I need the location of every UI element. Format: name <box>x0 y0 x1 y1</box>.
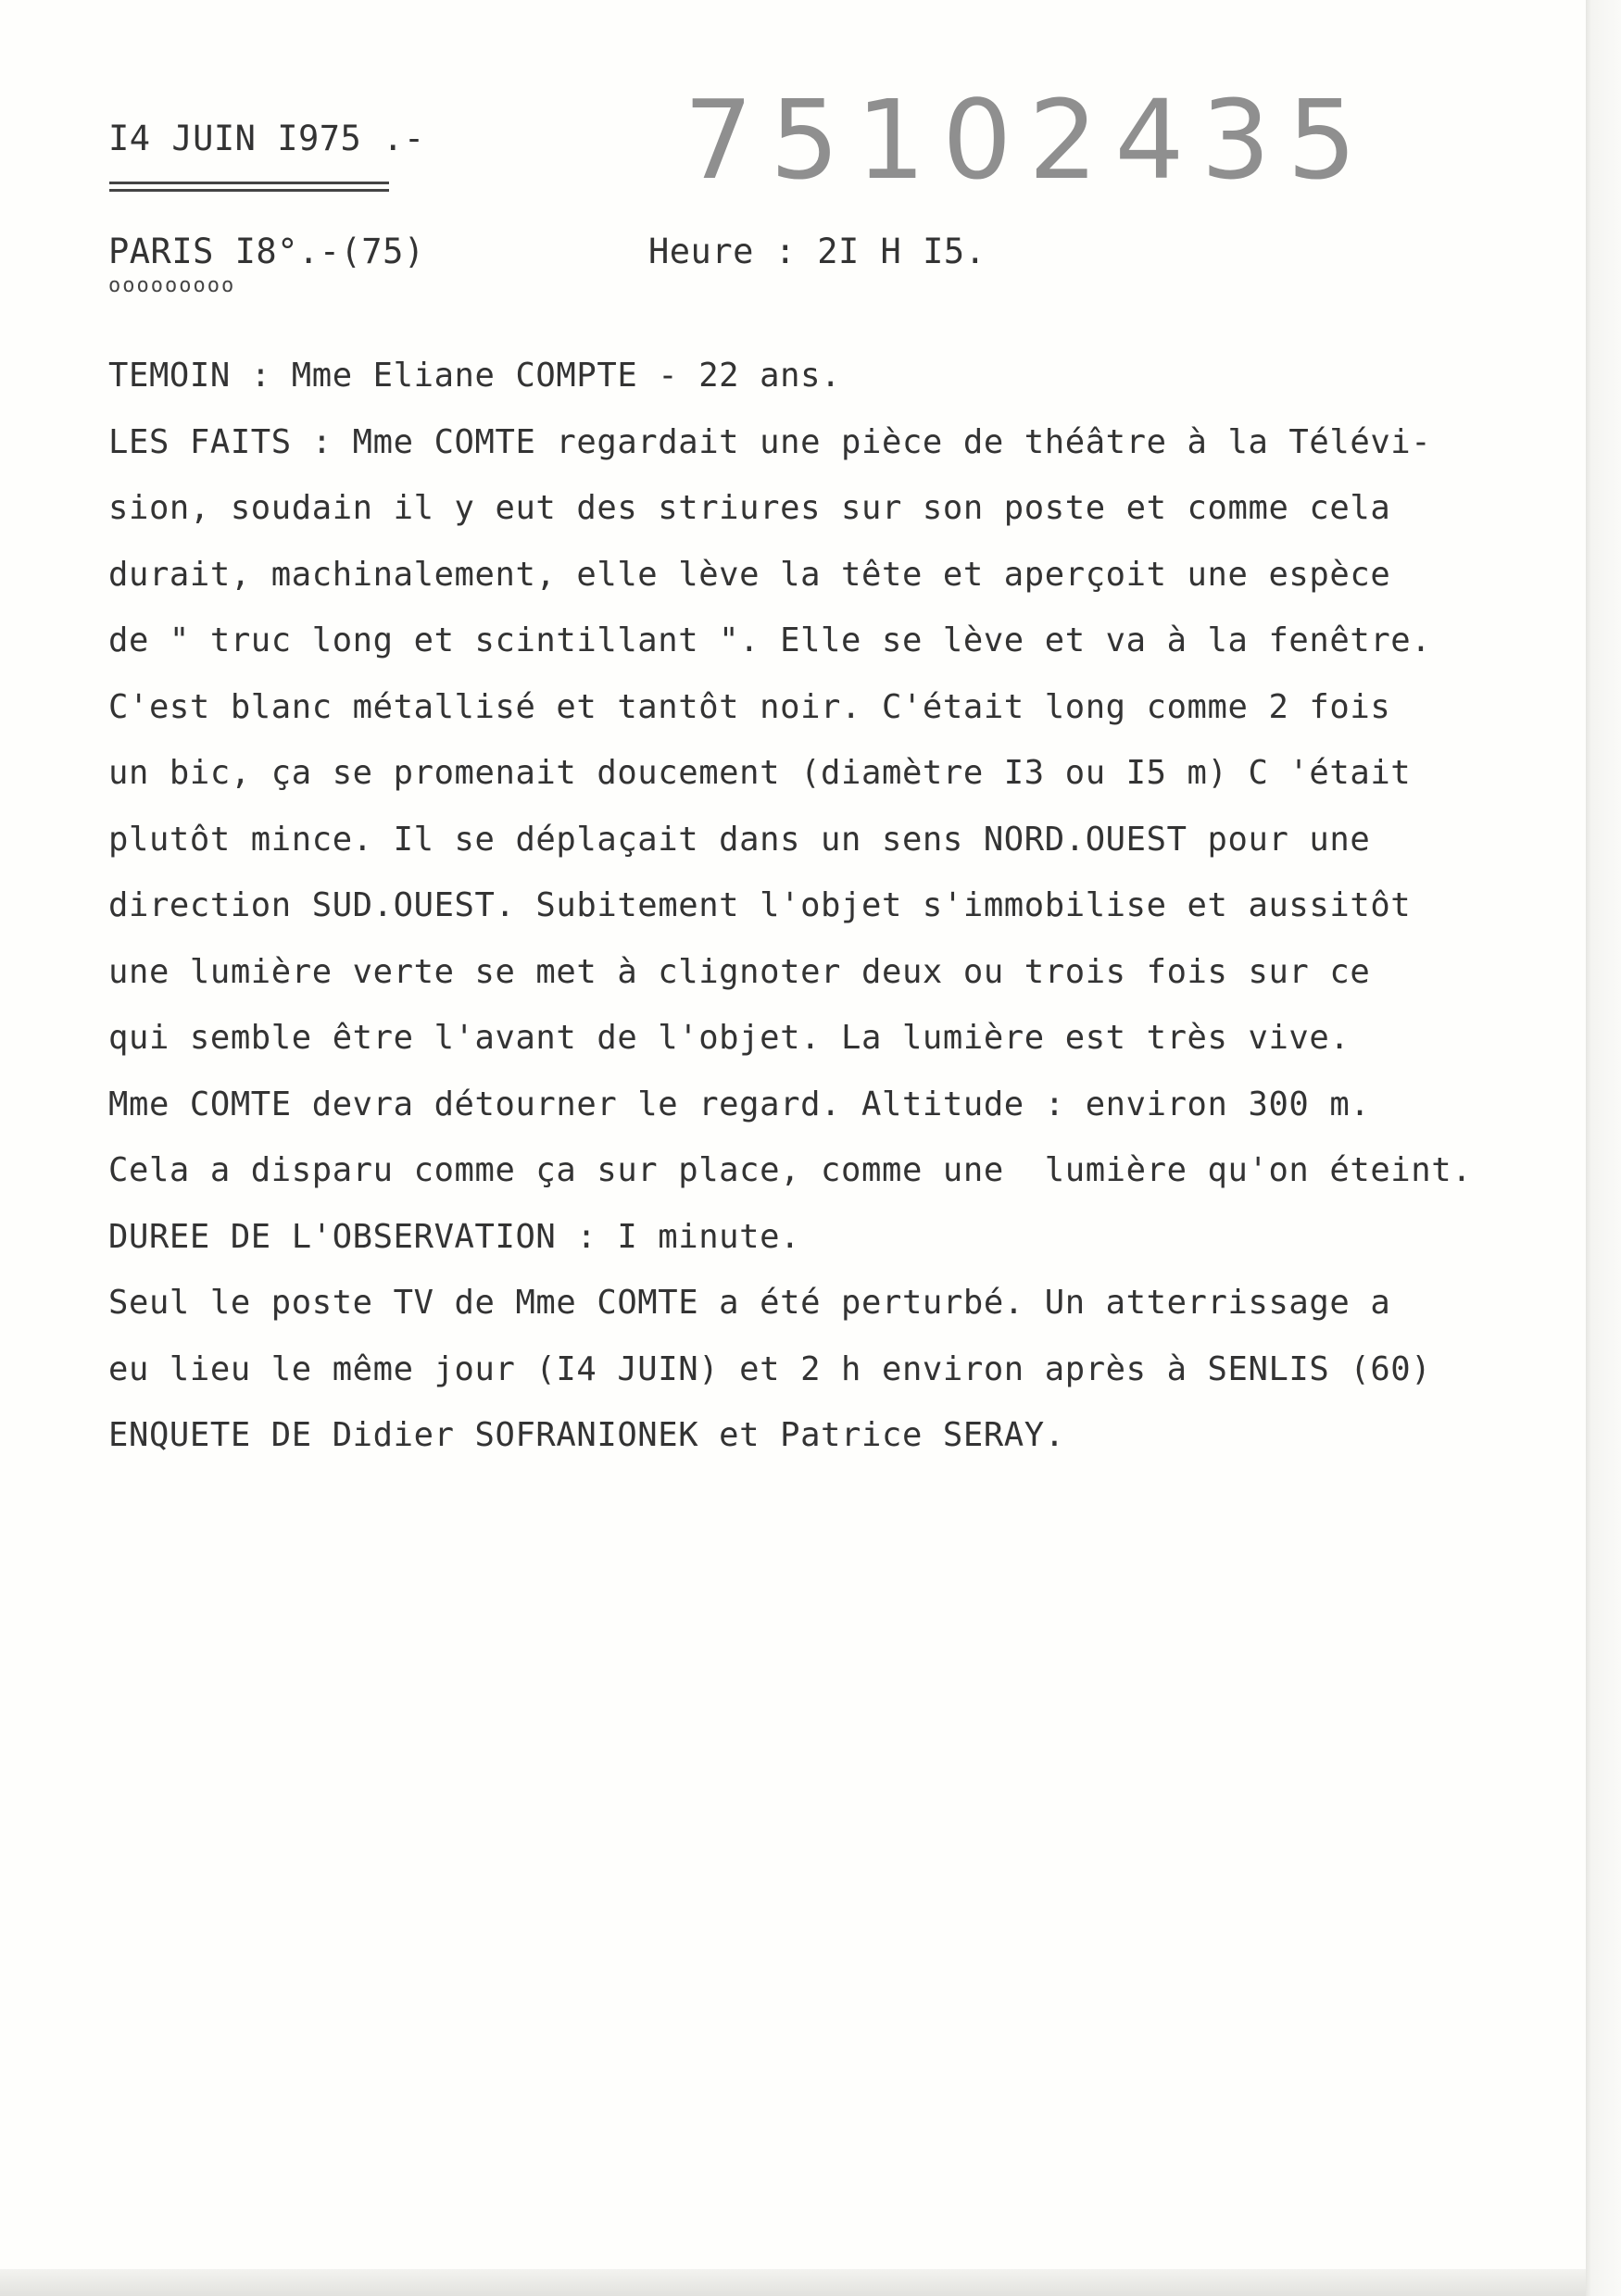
body-line: Seul le poste TV de Mme COMTE a été perturbé. Un atterrissage a <box>108 1284 1391 1322</box>
report-date: I4 JUIN I975 .- <box>108 119 425 158</box>
body-line: sion, soudain il y eut des striures sur son poste et comme cela <box>108 489 1391 527</box>
body-line: plutôt mince. Il se déplaçait dans un sens NORD.OUEST pour une <box>108 820 1371 859</box>
location-underline: ooooooooo <box>108 274 236 297</box>
body-line: DUREE DE L'OBSERVATION : I minute. <box>108 1217 801 1256</box>
body-line: C'est blanc métallisé et tantôt noir. C'était long comme 2 fois <box>108 687 1391 726</box>
body-line: durait, machinalement, elle lève la tête et aperçoit une espèce <box>108 555 1391 594</box>
report-body <box>108 343 1581 1469</box>
body-line: de " truc long et scintillant ". Elle se lève et va à la fenêtre. <box>108 621 1432 659</box>
body-line: Mme COMTE devra détourner le regard. Altitude : environ 300 m. <box>108 1085 1371 1123</box>
body-line: ENQUETE DE Didier SOFRANIONEK et Patrice SERAY. <box>108 1416 1065 1454</box>
report-time: Heure : 2I H I5. <box>648 232 986 271</box>
body-line: un bic, ça se promenait doucement (diamètre I3 ou I5 m) C 'était <box>108 754 1412 792</box>
body-line: une lumière verte se met à clignoter deux ou trois fois sur ce <box>108 952 1371 991</box>
body-line: direction SUD.OUEST. Subitement l'objet s'immobilise et aussitôt <box>108 886 1412 924</box>
date-underline-2 <box>109 189 389 192</box>
body-line: eu lieu le même jour (I4 JUIN) et 2 h environ après à SENLIS (60) <box>108 1349 1432 1388</box>
scan-right-edge <box>1586 0 1621 2296</box>
body-line: LES FAITS : Mme COMTE regardait une pièce de théâtre à la Télévi- <box>108 422 1432 461</box>
body-line: TEMOIN : Mme Eliane COMPTE - 22 ans. <box>108 357 842 395</box>
body-line: Cela a disparu comme ça sur place, comme une lumière qu'on éteint. <box>108 1151 1473 1189</box>
date-underline-1 <box>109 182 389 184</box>
body-line: qui semble être l'avant de l'objet. La lumière est très vive. <box>108 1019 1351 1057</box>
case-number-stamp: 75102435 <box>684 76 1374 204</box>
scan-bottom-edge <box>0 2269 1586 2296</box>
report-location: PARIS I8°.-(75) <box>108 232 425 271</box>
